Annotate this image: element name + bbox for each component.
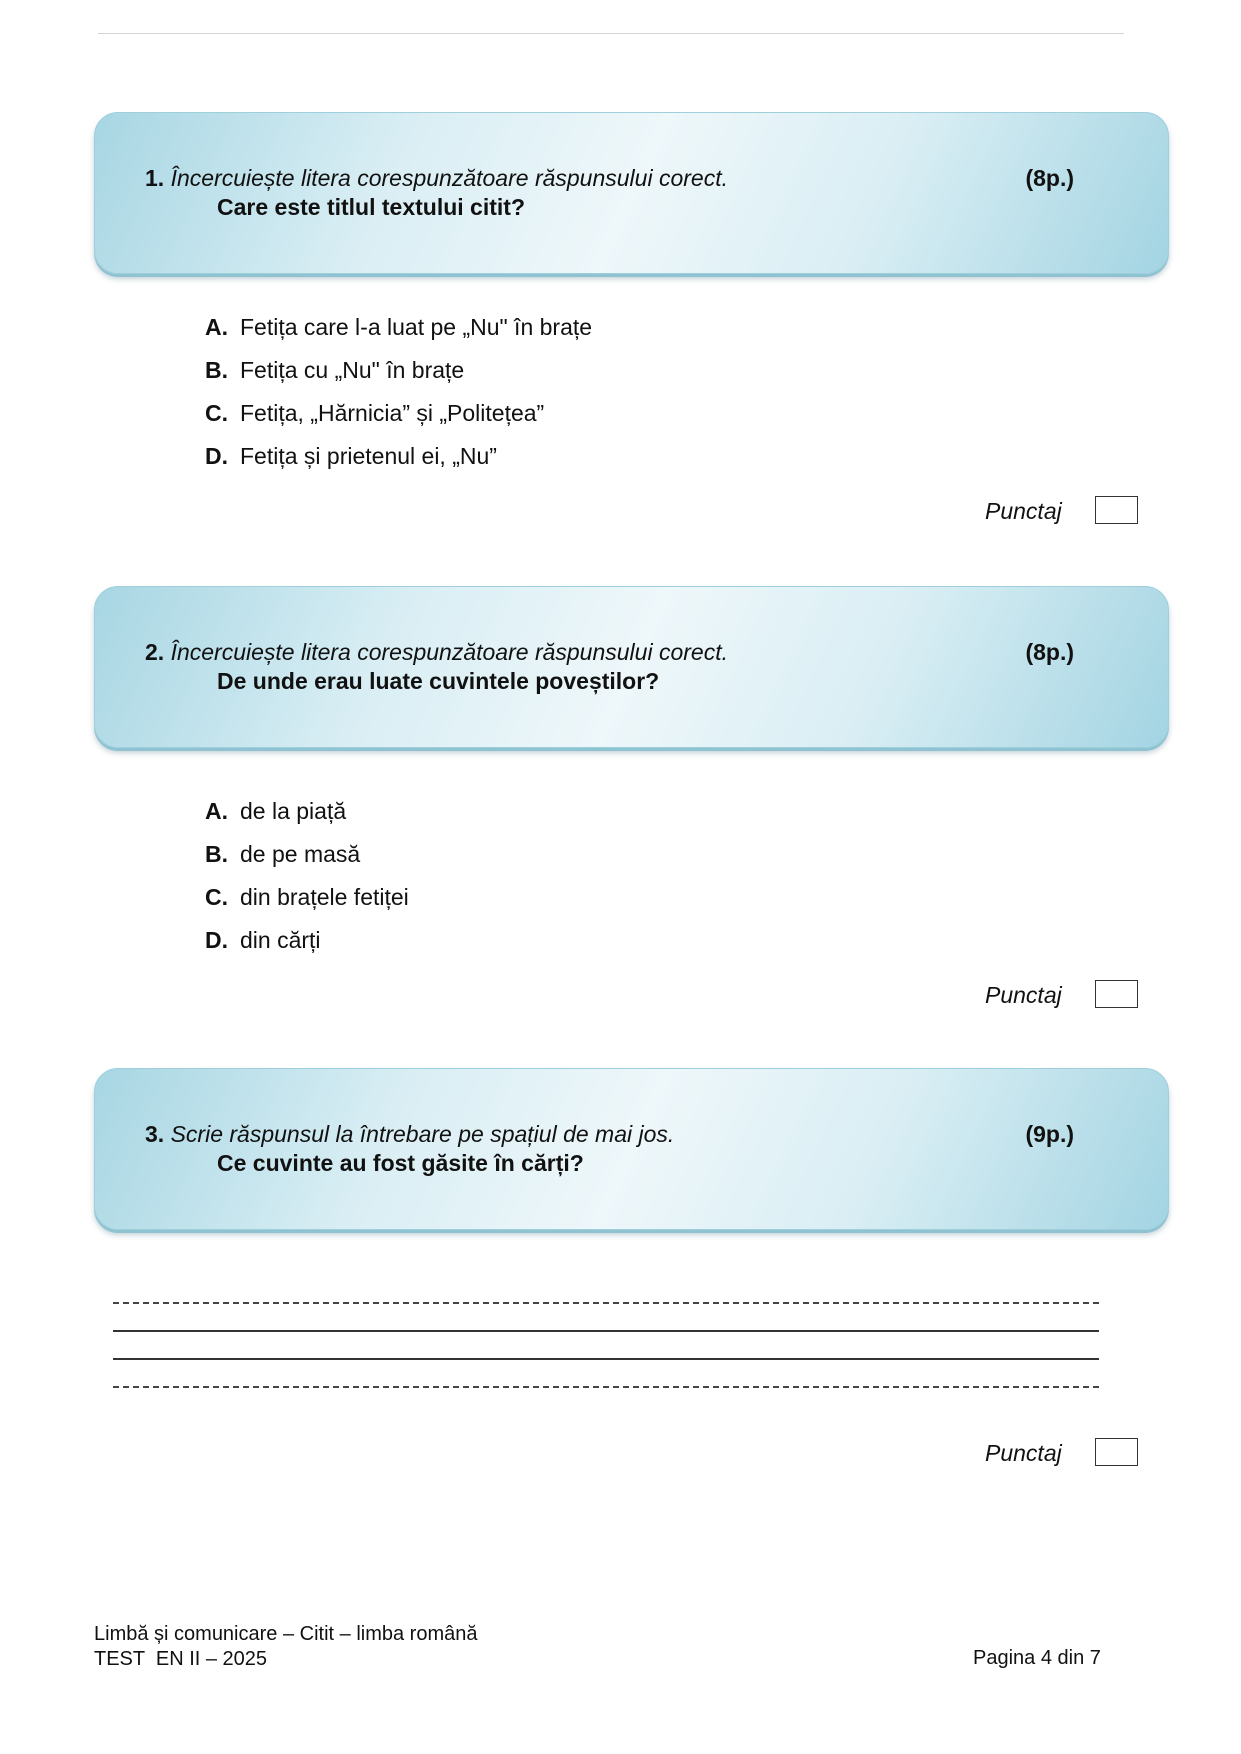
question-2-points: (8p.) [1025, 639, 1074, 665]
option-a[interactable] [205, 306, 592, 349]
option-text: din cărți [240, 927, 321, 953]
option-text: Fetița și prietenul ei, „Nu” [240, 443, 497, 469]
option-text: de la piață [240, 798, 347, 824]
option-text: Fetița care l-a luat pe „Nu" în brațe [240, 314, 593, 340]
option-d[interactable] [205, 919, 409, 962]
question-3-number: 3. [145, 1121, 165, 1147]
option-letter: C. [205, 400, 228, 426]
question-1-points: (8p.) [1025, 165, 1074, 191]
question-1-instruction-line [145, 165, 728, 192]
question-1-score-box[interactable] [1095, 496, 1138, 524]
header-divider [98, 33, 1124, 34]
question-2-instruction-line [145, 639, 728, 666]
option-c[interactable] [205, 392, 592, 435]
footer-page-number: Pagina 4 din 7 [973, 1647, 1101, 1669]
option-c[interactable] [205, 876, 409, 919]
question-3-box [94, 1068, 1169, 1230]
answer-line [113, 1358, 1099, 1360]
question-3-text: Ce cuvinte au fost găsite în cărți? [217, 1150, 584, 1176]
option-letter: C. [205, 884, 228, 910]
question-3-instruction-line [145, 1121, 674, 1148]
option-letter: D. [205, 927, 228, 953]
question-2-number: 2. [145, 639, 165, 665]
question-3-instruction: Scrie răspunsul la întrebare pe spațiul de mai jos. [170, 1121, 675, 1147]
option-text: din brațele fetiței [240, 884, 409, 910]
question-1-options [205, 306, 592, 478]
answer-line [113, 1302, 1099, 1304]
answer-writing-area[interactable] [113, 1302, 1099, 1394]
option-letter: D. [205, 443, 228, 469]
question-2-score-label: Punctaj [985, 982, 1062, 1008]
option-letter: B. [205, 841, 228, 867]
footer-test: TEST EN II – 2025 [94, 1648, 268, 1670]
question-2-box [94, 586, 1169, 748]
option-text: Fetița, „Hărnicia” și „Politețea” [240, 400, 545, 426]
option-letter: B. [205, 357, 228, 383]
option-a[interactable] [205, 790, 409, 833]
question-3-points: (9p.) [1025, 1121, 1074, 1147]
question-3-score-box[interactable] [1095, 1438, 1138, 1466]
footer-info [94, 1622, 478, 1672]
option-b[interactable] [205, 833, 409, 876]
answer-line [113, 1330, 1099, 1332]
question-1-score-label: Punctaj [985, 498, 1062, 524]
question-1-box [94, 112, 1169, 274]
question-1-number: 1. [145, 165, 165, 191]
question-2-text: De unde erau luate cuvintele poveștilor? [217, 668, 660, 694]
question-2-score-box[interactable] [1095, 980, 1138, 1008]
question-3-score-label: Punctaj [985, 1440, 1062, 1466]
option-d[interactable] [205, 435, 592, 478]
footer-subject: Limbă și comunicare – Citit – limba română [94, 1623, 478, 1645]
question-1-instruction: Încercuiește litera corespunzătoare răspunsului corect. [170, 165, 728, 191]
option-b[interactable] [205, 349, 592, 392]
answer-line [113, 1386, 1099, 1388]
option-letter: A. [205, 798, 228, 824]
option-letter: A. [205, 314, 228, 340]
option-text: de pe masă [240, 841, 361, 867]
option-text: Fetița cu „Nu" în brațe [240, 357, 465, 383]
question-2-options [205, 790, 409, 962]
question-2-instruction: Încercuiește litera corespunzătoare răspunsului corect. [170, 639, 728, 665]
question-1-text: Care este titlul textului citit? [217, 194, 525, 220]
